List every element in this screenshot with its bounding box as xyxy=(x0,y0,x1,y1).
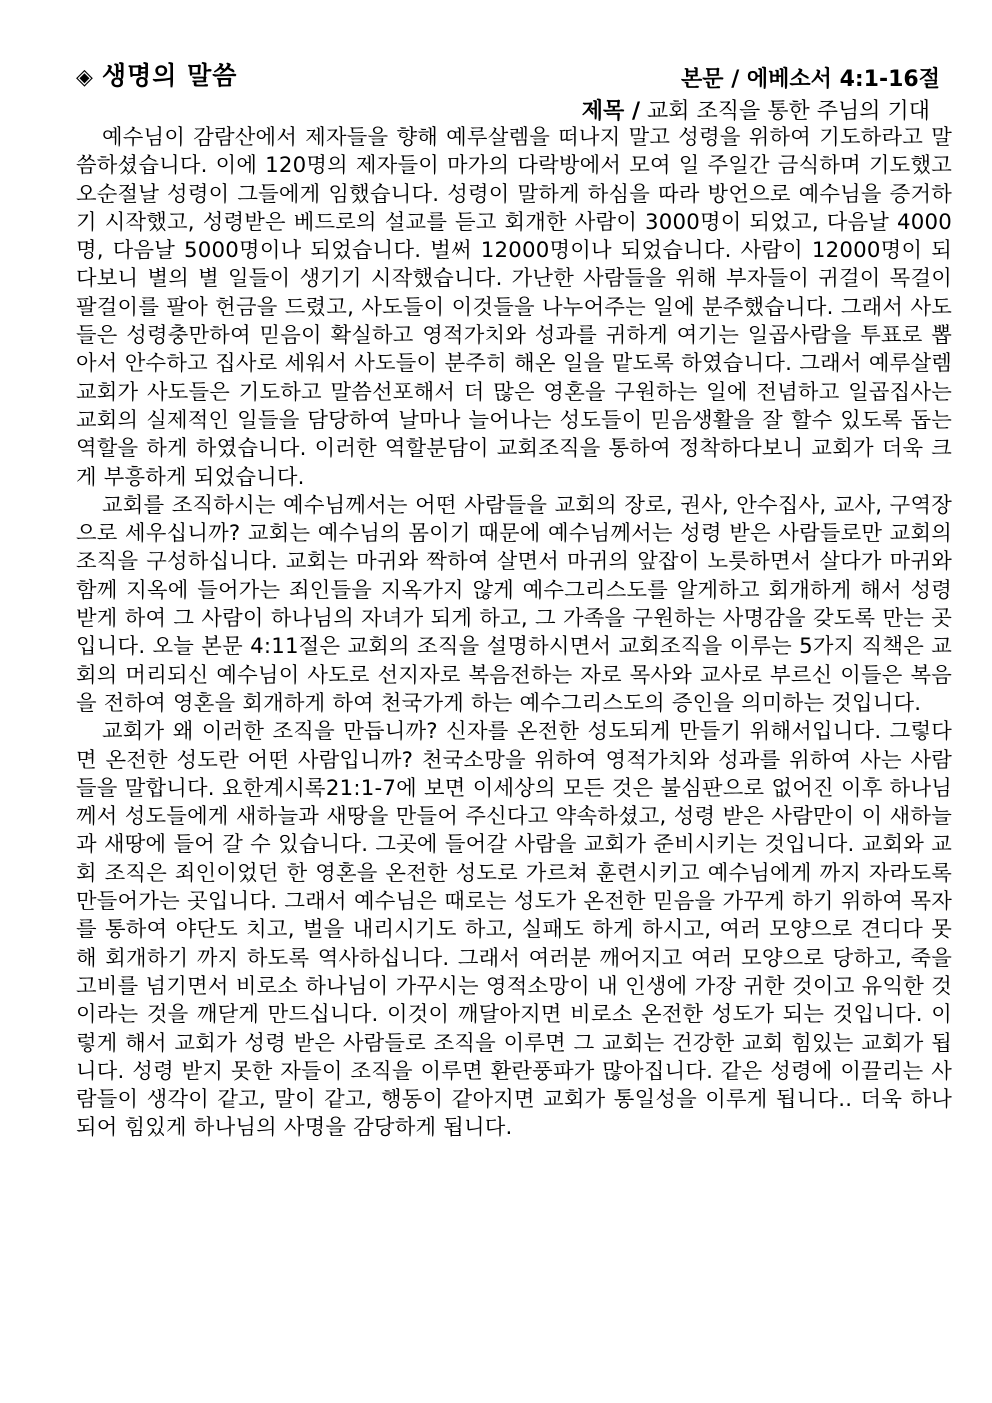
header xyxy=(76,56,952,124)
scripture-passage xyxy=(681,62,940,93)
subject-value: 교회 조직을 통한 주님의 기대 xyxy=(640,99,930,124)
paragraph-text: 교회가 왜 이러한 조직을 만듭니까? 신자를 온전한 성도되게 만들기 위해서입니다. 그렇다면 온전한 성도란 어떤 사람입니까? 천국소망을 위하여 영적가치와 성과를 위하여 사는 사람들을 말합니다. 요한계시록21:1-7에 보면 이세상의 모든 것은 불심판으로 없어진 이후 하나님께서 성도들에게 새하늘과 새땅을 만들어 주신다고 약속하셨고, 성령 받은 사람만이 이 새하늘과 새땅에 들어 갈 수 있습니다. 그곳에 들어갈 사람을 교회가 준비시키는 것입니다. 교회와 교회 조직은 죄인이었던 한 영혼을 온전한 성도로 가르쳐 훈련시키고 예수님에게 까지 자라도록 만들어가는 곳입니다. 그래서 예수님은 때로는 성도가 온전한 믿음을 가꾸게 하기 위하여 목자를 통하여 야단도 치고, 벌을 내리시기도 하고, 실패도 하게 하시고, 여러 모양으로 견디다 못해 회개하기 까지 하도록 역사하십니다. 그래서 여러분 깨어지고 여러 모양으로 당하고, 죽을 고비를 넘기면서 비로소 하나님이 가꾸시는 영적소망이 내 인생에 가장 귀한 것이고 유익한 것이라는 것을 깨닫게 만드십니다. 이것이 깨달아지면 비로소 온전한 성도가 되는 것입니다. 이렇게 해서 교회가 성령 받은 사람들로 조직을 이루면 그 교회는 건강한 교회 힘있는 교회가 됩니다. 성령 받지 못한 자들이 조직을 이루면 환란풍파가 많아집니다. 같은 성령에 이끌리는 사람들이 생각이 같고, 말이 같고, 행동이 같아지면 교회가 통일성을 이루게 됩니다.. 더욱 하나 되어 힘있게 하나님의 사명을 감당하게 됩니다. xyxy=(76,719,952,1141)
paragraph-text: 예수님이 감람산에서 제자들을 향해 예루살렘을 떠나지 말고 성령을 위하여 기도하라고 말씀하셨습니다. 이에 120명의 제자들이 마가의 다락방에서 모여 일 주일간 금식하며 기도했고 오순절날 성령이 그들에게 임했습니다. 성령이 말하게 하심을 따라 방언으로 예수님을 증거하기 시작했고, 성령받은 베드로의 설교를 듣고 회개한 사람이 3000명이 되었고, 다음날 4000명, 다음날 5000명이나 되었습니다. 벌써 12000명이나 되었습니다. 사람이 12000명이 되다보니 별의 별 일들이 생기기 시작했습니다. 가난한 사람들을 위해 부자들이 귀걸이 목걸이 팔걸이를 팔아 헌금을 드렸고, 사도들이 이것들을 나누어주는 일에 분주했습니다. 그래서 사도들은 성령충만하여 믿음이 확실하고 영적가치와 성과를 귀하게 여기는 일곱사람을 투표로 뽑아서 안수하고 집사로 세워서 사도들이 분주히 해온 일을 맡도록 하였습니다. 그래서 예루살렘교회가 사도들은 기도하고 말씀선포해서 더 많은 영혼을 구원하는 일에 전념하고 일곱집사는 교회의 실제적인 일들을 담당하여 날마나 늘어나는 성도들이 믿음생활을 잘 할수 있도록 돕는 역할을 하게 하였습니다. 이러한 역할분담이 교회조직을 통하여 정착하다보니 교회가 더욱 크게 부흥하게 되었습니다. xyxy=(76,125,952,490)
sermon-page xyxy=(76,56,952,1143)
sermon-subject xyxy=(582,94,930,125)
title-text: 생명의 말씀 xyxy=(101,61,238,90)
passage-value: 에베소서 4:1-16절 xyxy=(739,67,940,92)
sermon-body xyxy=(76,124,952,1143)
passage-label: 본문 / xyxy=(681,67,740,92)
paragraph-text: 교회를 조직하시는 예수님께서는 어떤 사람들을 교회의 장로, 권사, 안수집사, 교사, 구역장으로 세우십니까? 교회는 예수님의 몸이기 때문에 예수님께서는 성령 받은 사람들로만 교회의 조직을 구성하십니다. 교회는 마귀와 짝하여 살면서 마귀의 앞잡이 노릇하면서 살다가 마귀와 함께 지옥에 들어가는 죄인들을 지옥가지 않게 예수그리스도를 알게하고 회개하게 해서 성령 받게 하여 그 사람이 하나님의 자녀가 되게 하고, 그 가족을 구원하는 사명감을 갖도록 만는 곳입니다. 오늘 본문 4:11절은 교회의 조직을 설명하시면서 교회조직을 이루는 5가지 직책은 교회의 머리되신 예수님이 사도로 선지자로 복음전하는 자로 목사와 교사로 부르신 이들은 복음을 전하여 영혼을 회개하게 하여 천국가게 하는 예수그리스도의 증인을 의미하는 것입니다. xyxy=(76,492,952,716)
page-title xyxy=(76,56,237,92)
subject-label: 제목 / xyxy=(581,99,640,124)
paragraph xyxy=(76,718,952,1142)
paragraph xyxy=(76,124,952,492)
paragraph xyxy=(76,492,952,718)
diamond-bullet-icon: ◈ xyxy=(76,65,94,90)
